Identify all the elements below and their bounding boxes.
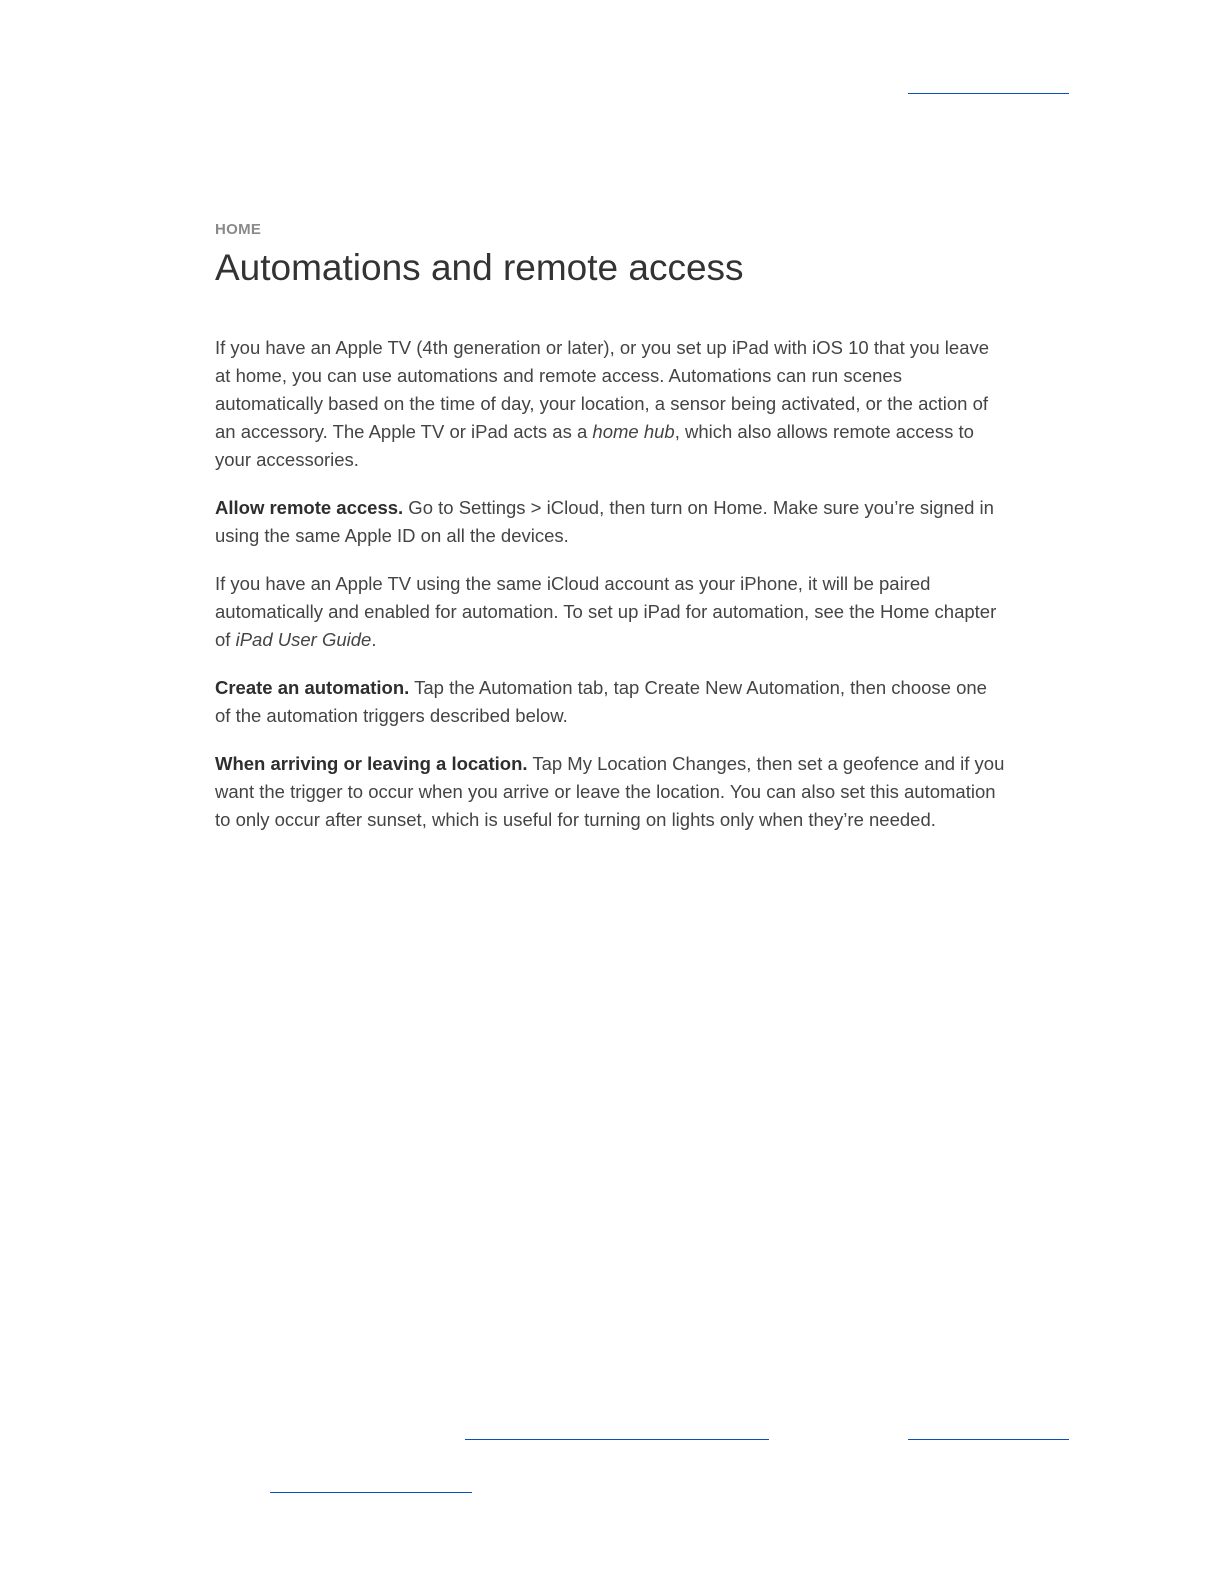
section-label: HOME xyxy=(215,221,262,238)
link-underline-bottom-left[interactable] xyxy=(270,1492,472,1493)
location-trigger-paragraph xyxy=(215,750,1005,834)
remote-access-paragraph xyxy=(215,494,1005,550)
intro-paragraph xyxy=(215,334,1005,474)
apple-tv-paragraph xyxy=(215,570,1005,654)
apple-tv-text-2: . xyxy=(371,629,377,650)
create-automation-paragraph xyxy=(215,674,1005,730)
article xyxy=(215,220,1005,834)
page-title: Automations and remote access xyxy=(215,247,744,288)
apple-tv-text-1: If you have an Apple TV using the same iCloud account as your iPhone, it will be paired automatically and enabled for automation. To set up iPad for automation, see the Home chapter of xyxy=(215,573,997,650)
remote-access-text: Go to Settings > iCloud, then turn on Home. Make sure you’re signed in using the same Apple ID on all the devices. xyxy=(215,497,994,546)
link-underline-bottom-right[interactable] xyxy=(908,1439,1069,1440)
create-automation-text: Tap the Automation tab, tap Create New Automation, then choose one of the automation triggers described below. xyxy=(215,677,987,726)
location-trigger-text: Tap My Location Changes, then set a geofence and if you want the trigger to occur when you arrive or leave the location. You can also set this automation to only occur after sunset, which is useful for turning on lights only when they’re needed. xyxy=(215,753,1005,830)
ipad-guide-title: iPad User Guide xyxy=(235,629,372,650)
link-underline-bottom-middle[interactable] xyxy=(465,1439,769,1440)
intro-text-1: If you have an Apple TV (4th generation or later), or you set up iPad with iOS 10 that you leave at home, you can use automations and remote access. Automations can run scenes automatically based on the time of day, your location, a sensor being activated, or the action of an accessory. The Apple TV or iPad acts as a xyxy=(215,337,990,442)
create-automation-lead: Create an automation. xyxy=(215,677,410,698)
location-trigger-lead: When arriving or leaving a location. xyxy=(215,753,528,774)
intro-emphasis: home hub xyxy=(592,421,675,442)
remote-access-lead: Allow remote access. xyxy=(215,497,404,518)
intro-text-2: , which also allows remote access to your accessories. xyxy=(215,421,974,470)
link-underline-top-right[interactable] xyxy=(908,93,1069,94)
